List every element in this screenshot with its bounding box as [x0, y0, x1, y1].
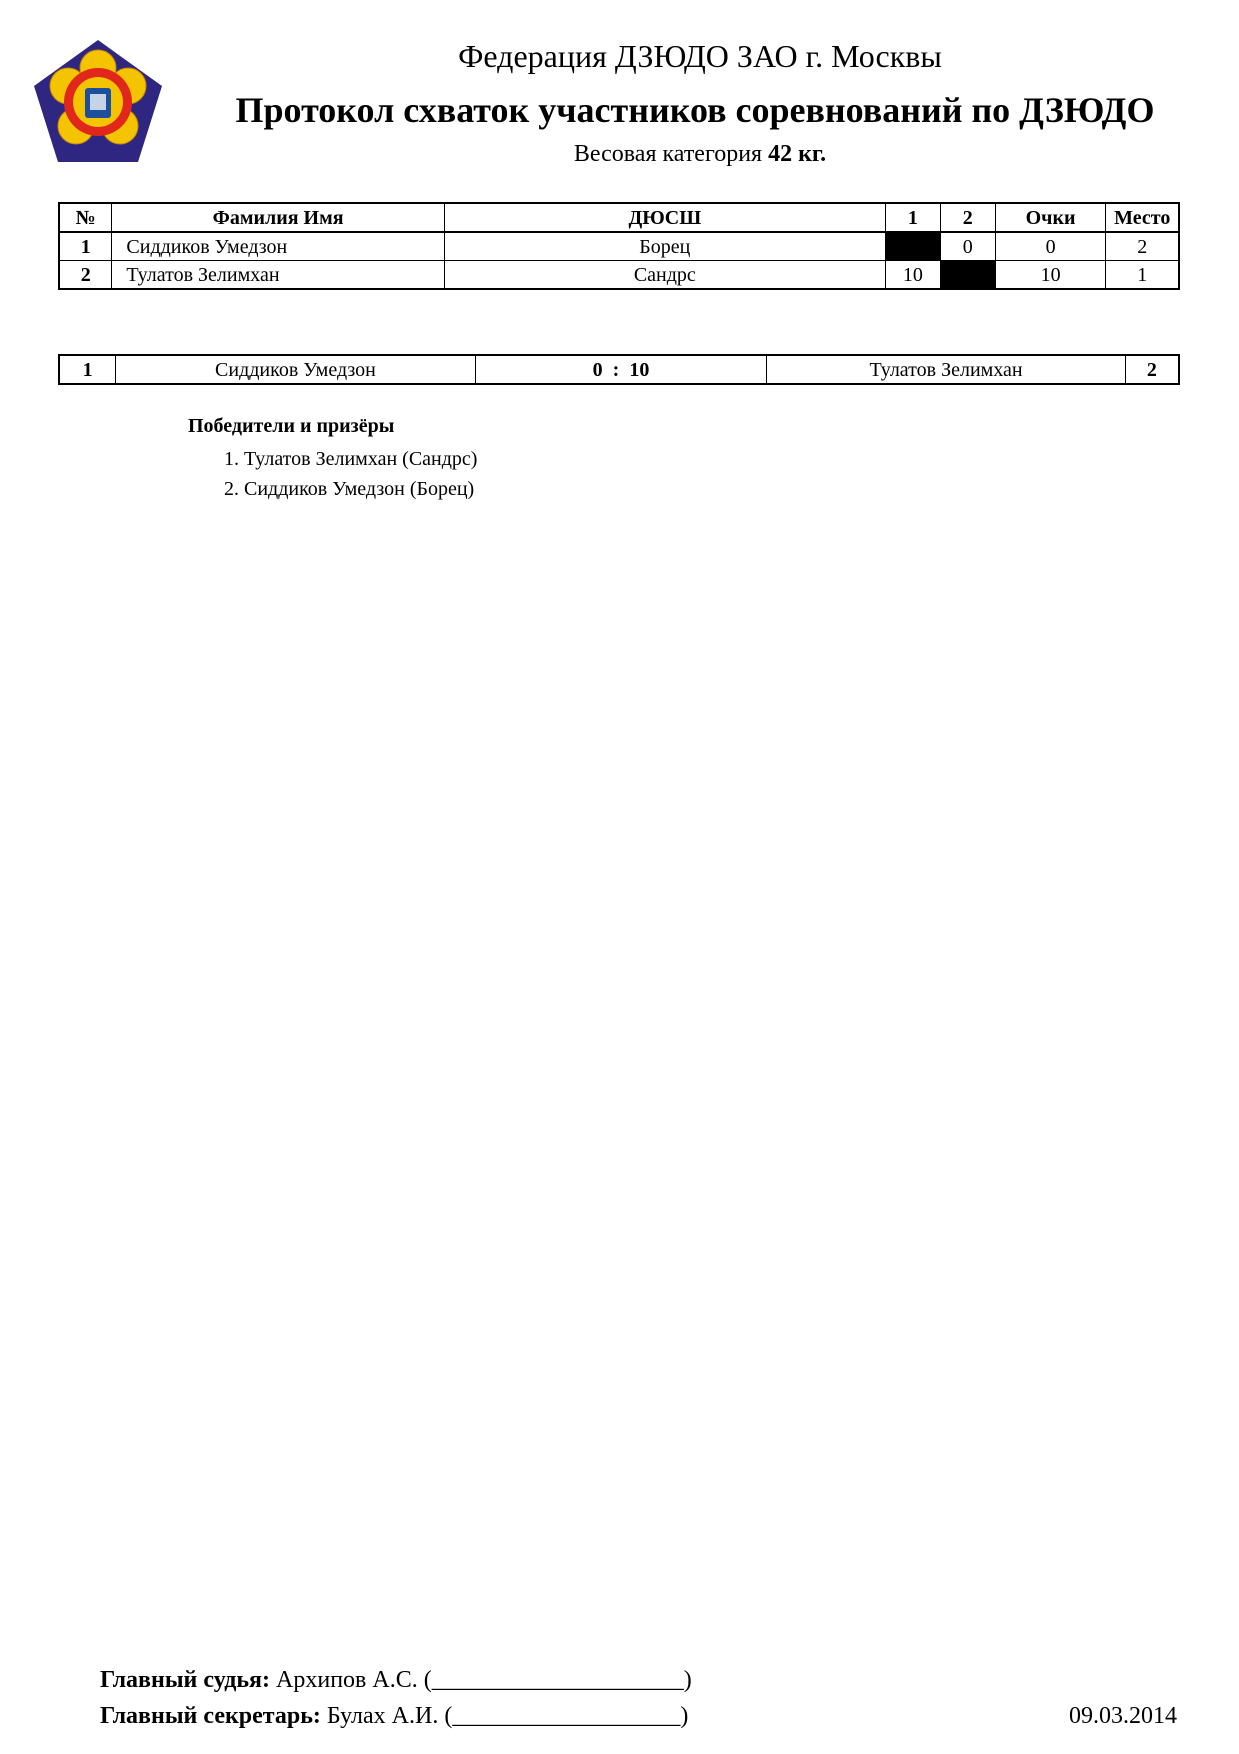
list-item: 1. Тулатов Зелимхан (Сандрс) [224, 448, 478, 470]
bout-table [58, 354, 1180, 385]
document-title: Протокол схваток участников соревнований по ДЗЮДО [235, 90, 1155, 130]
header-club: ДЮСШ [444, 203, 885, 232]
chief-judge-label: Главный судья: [100, 1667, 271, 1693]
chief-secretary-signature [100, 1700, 688, 1732]
bout-left-number: 1 [59, 355, 116, 384]
bout-right-name: Тулатов Зелимхан [767, 355, 1125, 384]
bout-row [59, 355, 1179, 384]
winners-title: Победители и призёры [188, 415, 395, 437]
athlete-name: Тулатов Зелимхан [112, 261, 444, 290]
blocked-cell [885, 232, 940, 261]
header-number: № [59, 203, 112, 232]
chief-secretary-value: Булах А.И. (___________________) [326, 1703, 689, 1729]
header-place: Место [1106, 203, 1179, 232]
bout-left-name: Сиддиков Умедзон [116, 355, 475, 384]
bout-right-number: 2 [1125, 355, 1179, 384]
organization-title: Федерация ДЗЮДО ЗАО г. Москвы [458, 38, 942, 74]
athlete-club: Сандрс [444, 261, 885, 290]
federation-emblem-icon [32, 38, 164, 166]
document-date: 09.03.2014 [1069, 1703, 1177, 1729]
standings-table [58, 202, 1180, 290]
weight-value: 42 кг. [768, 141, 827, 167]
athlete-name: Сиддиков Умедзон [112, 232, 444, 261]
header-round-1: 1 [885, 203, 940, 232]
standings-header-row [59, 203, 1179, 232]
athlete-club: Борец [444, 232, 885, 261]
row-number: 2 [59, 261, 112, 290]
athlete-place: 2 [1106, 232, 1179, 261]
round-1-score: 10 [885, 261, 940, 290]
athlete-points: 0 [995, 232, 1106, 261]
header-round-2: 2 [940, 203, 995, 232]
winners-list [224, 444, 477, 504]
header-name: Фамилия Имя [112, 203, 444, 232]
chief-judge-value: Архипов А.С. (_____________________) [276, 1667, 692, 1693]
blocked-cell [940, 261, 995, 290]
table-row [59, 232, 1179, 261]
round-2-score: 0 [940, 232, 995, 261]
row-number: 1 [59, 232, 112, 261]
weight-label: Весовая категория [573, 141, 763, 167]
weight-category [400, 138, 1000, 170]
chief-judge-signature [100, 1664, 692, 1696]
bout-score: 0 : 10 [475, 355, 767, 384]
header-points: Очки [995, 203, 1106, 232]
athlete-points: 10 [995, 261, 1106, 290]
athlete-place: 1 [1106, 261, 1179, 290]
chief-secretary-label: Главный секретарь: [100, 1703, 321, 1729]
table-row [59, 261, 1179, 290]
list-item: 2. Сиддиков Умедзон (Борец) [224, 478, 475, 500]
